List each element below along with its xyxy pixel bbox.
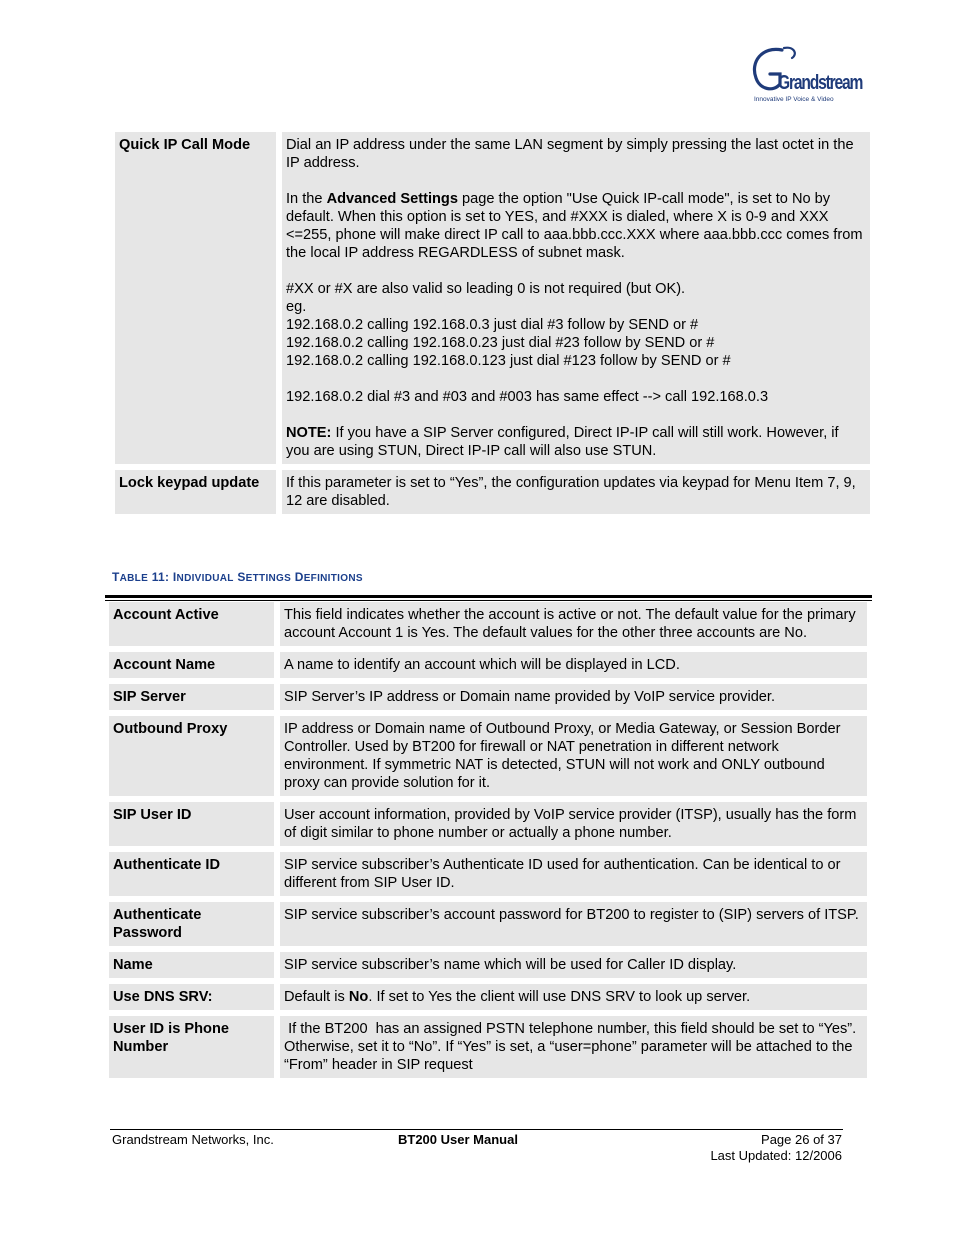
description-paragraph: 192.168.0.2 dial #3 and #03 and #003 has same effect --> call 192.168.0.3 xyxy=(286,389,769,405)
setting-description: If this parameter is set to “Yes”, the configuration updates via keypad for Menu Item 7, 9, 12 are disabled. xyxy=(282,470,870,514)
setting-name: Quick IP Call Mode xyxy=(115,132,276,464)
footer-page-info xyxy=(710,1132,842,1164)
setting-description: A name to identify an account which will be displayed in LCD. xyxy=(280,652,867,678)
footer-last-updated: Last Updated: 12/2006 xyxy=(710,1148,842,1163)
table-row xyxy=(109,902,867,946)
setting-name: Account Active xyxy=(109,602,274,646)
footer-company: Grandstream Networks, Inc. xyxy=(112,1132,274,1147)
description-paragraph: #XX or #X are also valid so leading 0 is not required (but OK). eg. 192.168.0.2 calling 192.168.0.3 just dial #3 follow by SEND or # 192.168.0.2 calling 192.168.0.23 just dial #23 follow by SEND or # 192.168.0.2 calling 192.168.0.123 just dial #123 follow by SEND or # xyxy=(286,281,731,369)
logo-wordmark: Grandstream xyxy=(778,72,863,94)
setting-description: SIP service subscriber’s name which will be used for Caller ID display. xyxy=(280,952,867,978)
note-paragraph: NOTE: If you have a SIP Server configured, Direct IP-IP call will still work. However, if you are using STUN, Direct IP-IP call will also use STUN. xyxy=(286,425,839,459)
setting-name: Account Name xyxy=(109,652,274,678)
table-row xyxy=(115,470,870,514)
setting-description: SIP service subscriber’s Authenticate ID used for authentication. Can be identical to or different from SIP User ID. xyxy=(280,852,867,896)
setting-name: SIP Server xyxy=(109,684,274,710)
table-row xyxy=(109,652,867,678)
description-paragraph: In the Advanced Settings page the option "Use Quick IP-call mode", is set to No by default. When this option is set to YES, and #XXX is dialed, where X is 0-9 and XXX <=255, phone will make direct IP call to aaa.bbb.ccc.XXX where aaa.bbb.ccc comes from the local IP address REGARDLESS of subnet mask. xyxy=(286,191,863,261)
setting-description: This field indicates whether the account is active or not. The default value for the primary account Account 1 is Yes. The default values for the other three accounts are No. xyxy=(280,602,867,646)
setting-description: Default is No. If set to Yes the client will use DNS SRV to look up server. xyxy=(280,984,867,1010)
table-caption: TABLE 11: INDIVIDUAL SETTINGS DEFINITIONS xyxy=(112,570,363,584)
setting-description: IP address or Domain name of Outbound Proxy, or Media Gateway, or Session Border Controller. Used by BT200 for firewall or NAT penetration in different network environment. If symmetric NAT is detected, STUN will not work and ONLY outbound proxy can provide solution for it. xyxy=(280,716,867,796)
setting-name: Authenticate ID xyxy=(109,852,274,896)
setting-name: SIP User ID xyxy=(109,802,274,846)
setting-name: Outbound Proxy xyxy=(109,716,274,796)
logo-tagline: Innovative IP Voice & Video xyxy=(754,96,834,103)
setting-name: Use DNS SRV: xyxy=(109,984,274,1010)
setting-name: Name xyxy=(109,952,274,978)
individual-settings-table xyxy=(103,596,873,1084)
table-row xyxy=(109,802,867,846)
setting-description: If the BT200 has an assigned PSTN telephone number, this field should be set to “Yes”. Otherwise, set it to “No”. If “Yes” is set, a “user=phone” parameter will be attached to the “From” header in SIP request xyxy=(280,1016,867,1078)
grandstream-logo xyxy=(748,44,863,110)
table-row xyxy=(109,602,867,646)
setting-description: User account information, provided by VoIP service provider (ITSP), usually has the form of digit similar to phone number or actually a phone number. xyxy=(280,802,867,846)
table-row xyxy=(115,132,870,464)
quick-ip-settings-table xyxy=(109,126,876,520)
table-row xyxy=(109,716,867,796)
table-row xyxy=(109,952,867,978)
footer-page-number: Page 26 of 37 xyxy=(761,1132,842,1147)
table-row xyxy=(109,852,867,896)
footer-title: BT200 User Manual xyxy=(398,1132,518,1147)
footer-rule xyxy=(110,1129,843,1130)
setting-description: SIP service subscriber’s account password for BT200 to register to (SIP) servers of ITSP. xyxy=(280,902,867,946)
table-row xyxy=(109,984,867,1010)
setting-name: Authenticate Password xyxy=(109,902,274,946)
setting-description: SIP Server’s IP address or Domain name provided by VoIP service provider. xyxy=(280,684,867,710)
setting-name: User ID is Phone Number xyxy=(109,1016,274,1078)
setting-description xyxy=(282,132,870,464)
table-row xyxy=(109,1016,867,1078)
table-row xyxy=(109,684,867,710)
description-paragraph: Dial an IP address under the same LAN segment by simply pressing the last octet in the IP address. xyxy=(286,137,854,171)
setting-name: Lock keypad update xyxy=(115,470,276,514)
